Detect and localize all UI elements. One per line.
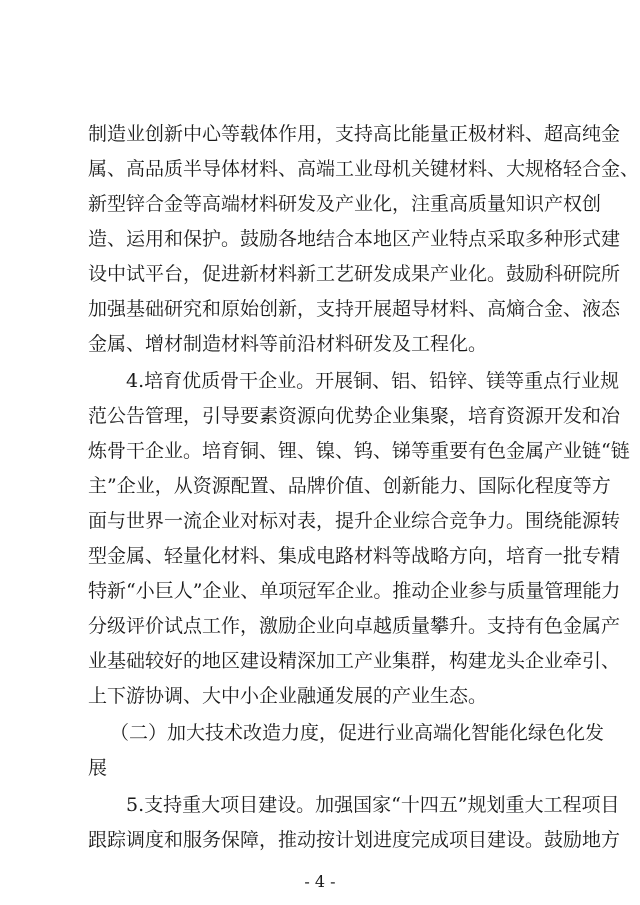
- text-line: 设中试平台，促进新材料新工艺研发成果产业化。鼓励科研院所: [88, 263, 621, 285]
- text-line: 业基础较好的地区建设精深加工产业集群，构建龙头企业牵引、: [88, 650, 621, 672]
- text-line: 属、高品质半导体材料、高端工业母机关键材料、大规格轻合金、: [88, 158, 640, 180]
- page-number: - 4 -: [304, 872, 336, 891]
- text-line: 主”企业，从资源配置、品牌价值、创新能力、国际化程度等方: [88, 475, 611, 497]
- text-line: 跟踪调度和服务保障，推动按计划进度完成项目建设。鼓励地方: [88, 829, 621, 851]
- section-heading: （二）加大技术改造力度，促进行业高端化智能化绿色化发: [110, 722, 605, 744]
- text-line: 新型锌合金等高端材料研发及产业化，注重高质量知识产权创: [88, 193, 602, 215]
- paragraph-first-line: 5.支持重大项目建设。加强国家“十四五”规划重大工程项目: [126, 794, 620, 816]
- text-line: 上下游协调、大中小企业融通发展的产业生态。: [88, 685, 488, 707]
- text-line: 特新“小巨人”企业、单项冠军企业。推动企业参与质量管理能力: [88, 580, 621, 602]
- text-line: 造、运用和保护。鼓励各地结合本地区产业特点采取多种形式建: [88, 228, 621, 250]
- paragraph-first-line: 4.培育优质骨干企业。开展铜、铝、铅锌、镁等重点行业规: [126, 370, 620, 392]
- text-line: 炼骨干企业。培育铜、锂、镍、钨、锑等重要有色金属产业链“链: [88, 440, 630, 462]
- text-line: 金属、增材制造材料等前沿材料研发及工程化。: [88, 333, 488, 355]
- text-line: 分级评价试点工作，激励企业向卓越质量攀升。支持有色金属产: [88, 615, 621, 637]
- text-line: 制造业创新中心等载体作用，支持高比能量正极材料、超高纯金: [88, 123, 621, 145]
- text-line: 范公告管理，引导要素资源向优势企业集聚，培育资源开发和冶: [88, 405, 621, 427]
- text-line: 型金属、轻量化材料、集成电路材料等战略方向，培育一批专精: [88, 545, 621, 567]
- text-line: 面与世界一流企业对标对表，提升企业综合竞争力。围绕能源转: [88, 510, 621, 532]
- section-heading-continued: 展: [88, 757, 108, 779]
- text-line: 加强基础研究和原始创新，支持开展超导材料、高熵合金、液态: [88, 298, 621, 320]
